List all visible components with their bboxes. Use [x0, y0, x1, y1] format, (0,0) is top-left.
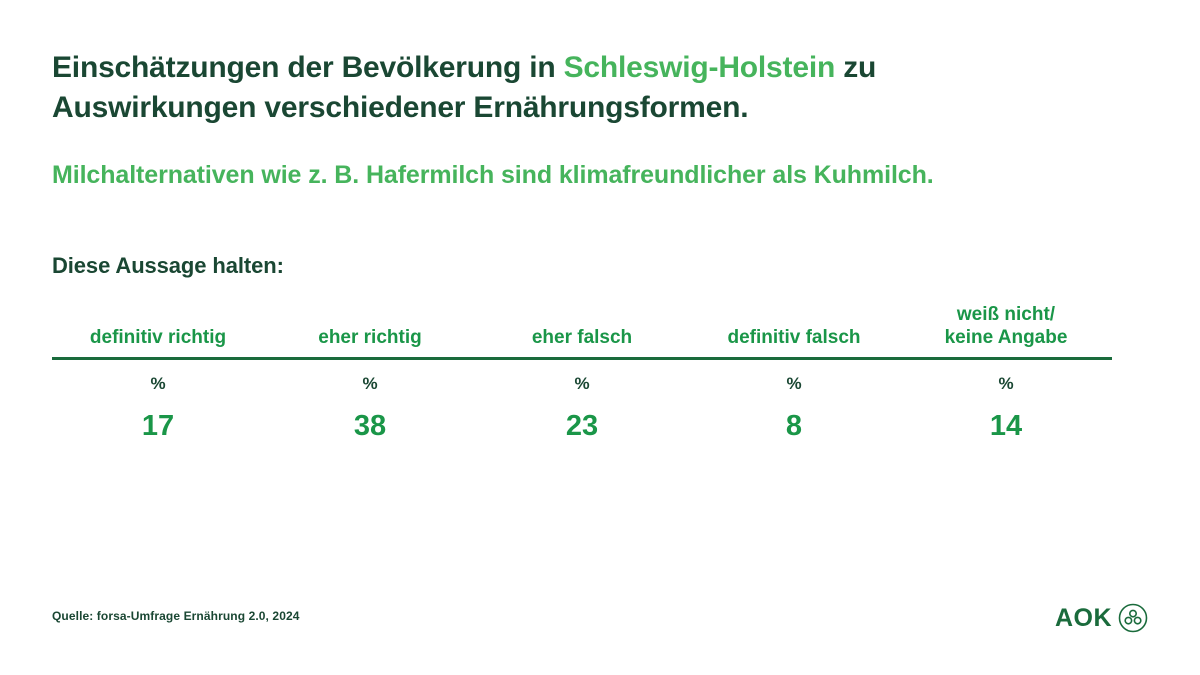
statement-subtitle: Milchalternativen wie z. B. Hafermilch sind klimafreundlicher als Kuhmilch.	[52, 161, 934, 190]
column-header-definitiv-richtig	[52, 303, 264, 357]
unit-cell: %	[150, 374, 166, 394]
value-eher-richtig: 38	[353, 410, 387, 443]
results-table	[52, 303, 1112, 443]
column-header-line-1: weiß nicht/	[956, 303, 1056, 325]
value-weiss-nicht: 14	[989, 410, 1023, 443]
column-header-eher-richtig	[264, 303, 476, 357]
headline-region-accent: Schleswig-Holstein	[563, 51, 836, 84]
unit-cell: %	[786, 374, 802, 394]
value-definitiv-richtig: 17	[141, 410, 175, 443]
unit-cell: %	[574, 374, 590, 394]
column-header-label-multiline	[945, 303, 1068, 349]
aok-logo	[1055, 603, 1148, 633]
column-header-eher-falsch	[476, 303, 688, 357]
column-header-label: definitiv falsch	[727, 326, 861, 348]
column-header-label: definitiv richtig	[89, 326, 227, 348]
column-header-label: eher falsch	[531, 326, 633, 348]
aok-emblem-icon	[1118, 603, 1148, 633]
logo-wordmark: AOK	[1054, 603, 1112, 632]
page-title	[52, 48, 1062, 127]
column-header-label: eher richtig	[318, 326, 422, 348]
question-label: Diese Aussage halten:	[52, 252, 284, 278]
source-note: Quelle: forsa-Umfrage Ernährung 2.0, 2024	[52, 609, 300, 623]
column-header-definitiv-falsch	[688, 303, 900, 357]
table-header-row	[52, 303, 1112, 357]
value-definitiv-falsch: 8	[785, 410, 803, 443]
table-values-row	[52, 394, 1112, 443]
column-header-line-2: keine Angabe	[944, 326, 1068, 348]
unit-cell: %	[362, 374, 378, 394]
headline-part-before: Einschätzungen der Bevölkerung in	[52, 51, 564, 84]
headline-part-after: zu Auswirkungen verschiedener Ernährungsformen.	[52, 51, 877, 124]
unit-cell: %	[998, 374, 1014, 394]
column-header-weiss-nicht	[900, 303, 1112, 357]
table-units-row	[52, 360, 1112, 394]
value-eher-falsch: 23	[565, 410, 599, 443]
